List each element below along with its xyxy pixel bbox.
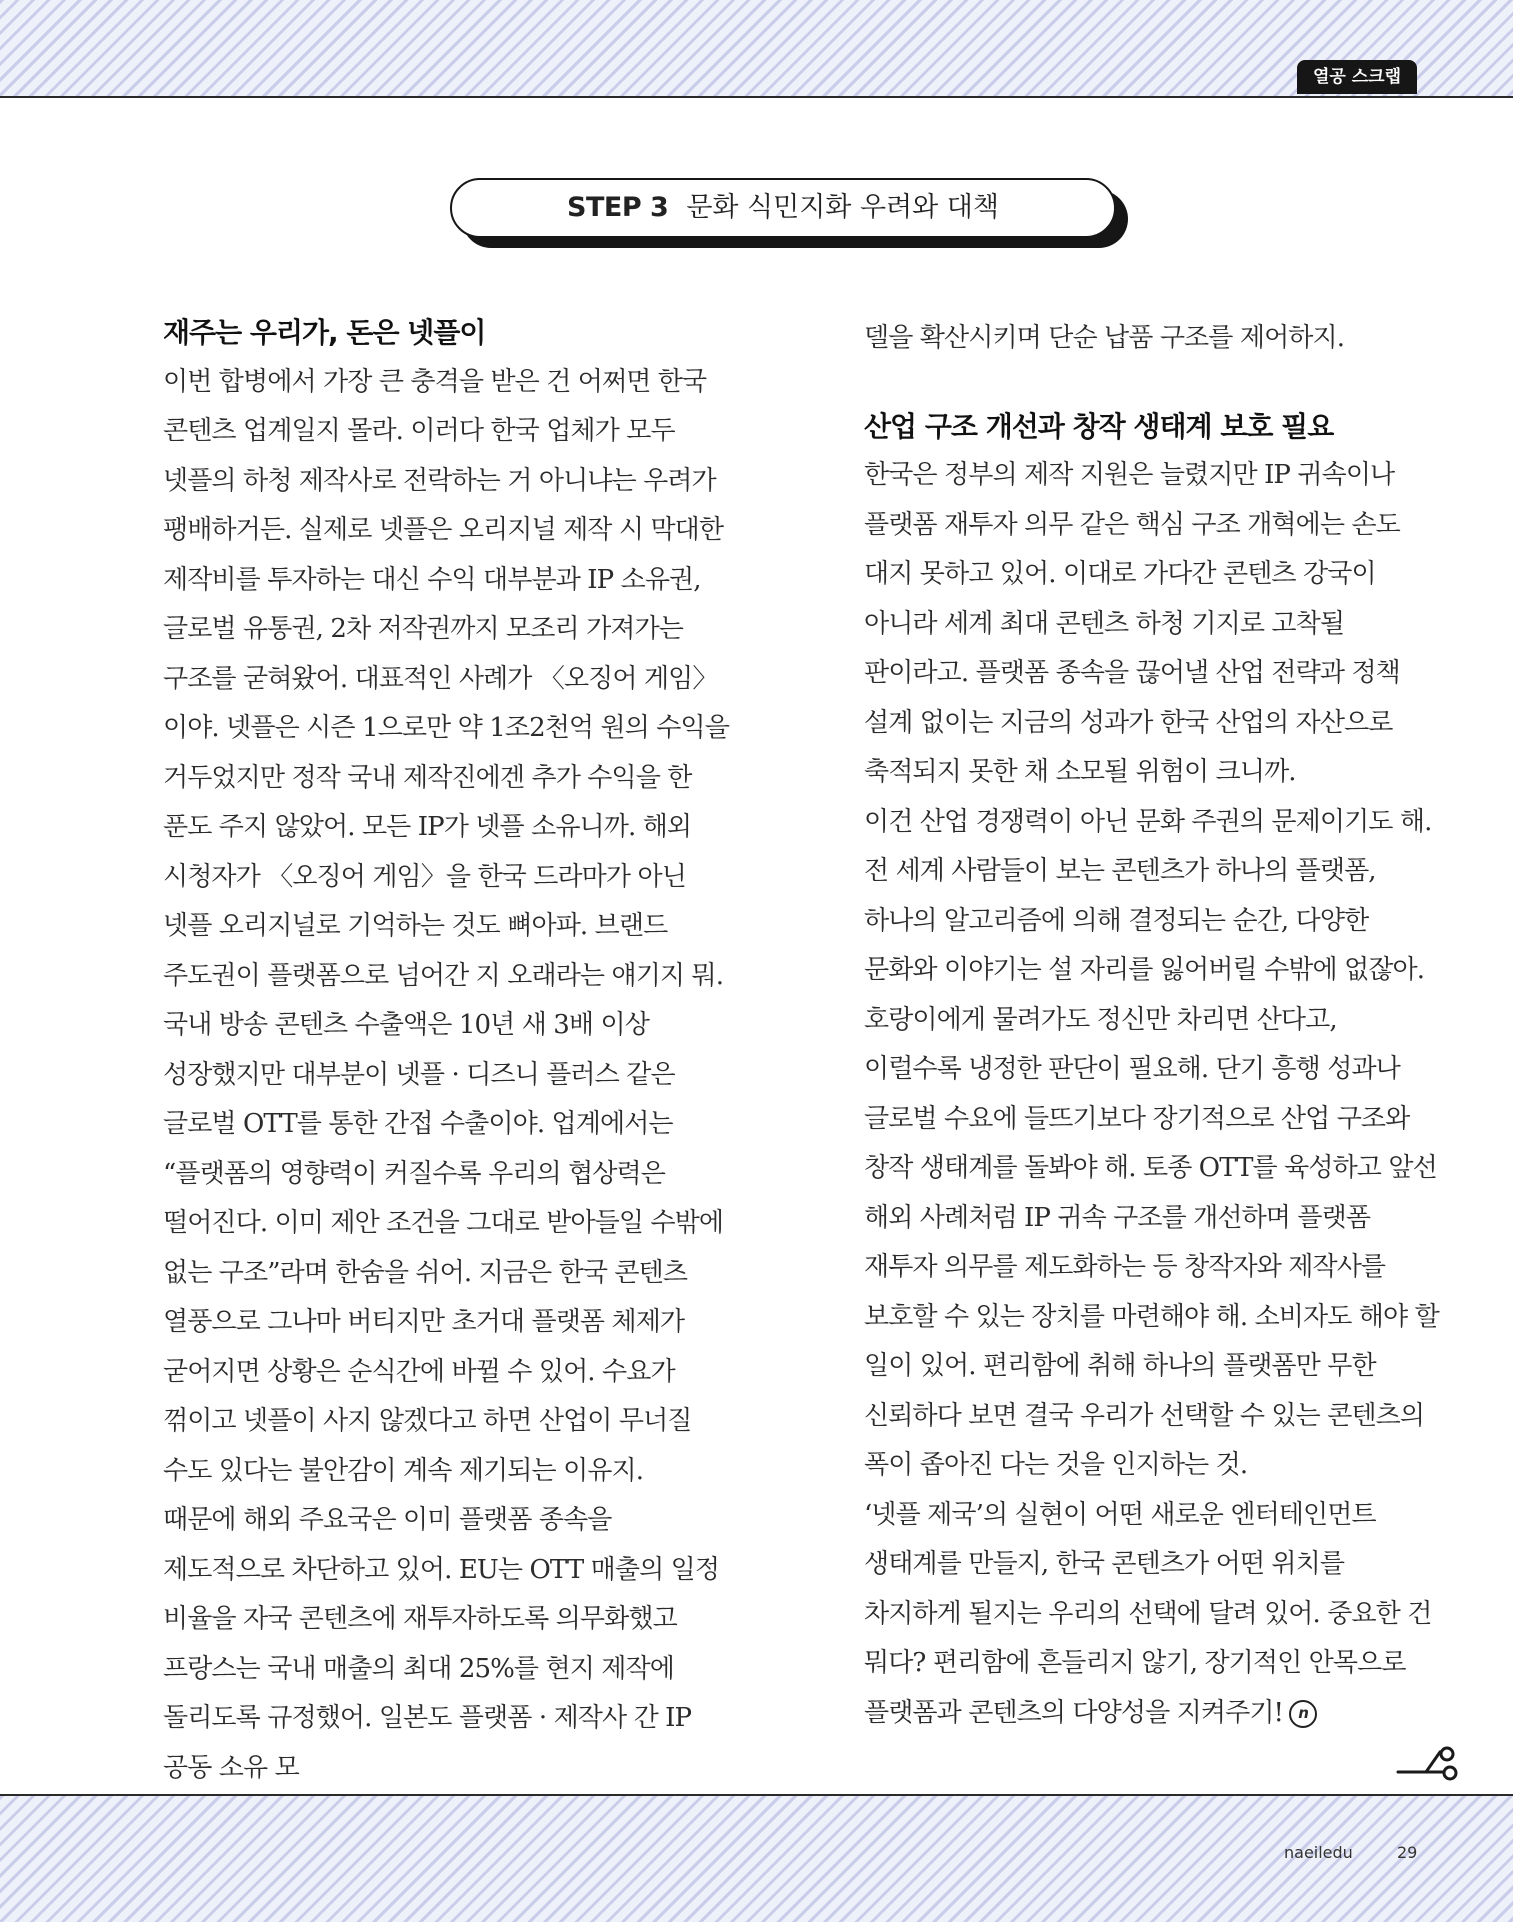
left-paragraph-1: 이번 합병에서 가장 큰 충격을 받은 건 어쩌면 한국 콘텐츠 업계일지 몰라. 이러다 한국 업체가 모두 넷플의 하청 제작사로 전락하는 거 아니냐는 우려가 팽배하거든. 실제로 넷플은 오리지널 제작 시 막대한 제작비를 투자하는 대신 수익 대부분과 IP 소유권, 글로벌 유통권, 2차 저작권까지 모조리 가져가는 구조를 굳혀왔어. 대표적인 사례가 〈오징어 게임〉이야. 넷플은 시즌 1으로만 약 1조2천억 원의 수익을 거두었지만 정작 국내 제작진에겐 추가 수익을 한 푼도 주지 않았어. 모든 IP가 넷플 소유니까. 해외 시청자가 〈오징어 게임〉을 한국 드라마가 아닌 넷플 오리지널로 기억하는 것도 뼈아파. 브랜드 주도권이 플랫폼으로 넘어간 지 오래라는 얘기지 뭐.	[163, 366, 729, 991]
right-paragraph-3-text: ‘넷플 제국’의 실현이 어떤 새로운 엔터테인먼트 생태계를 만들지, 한국 콘텐츠가 어떤 위치를 차지하게 될지는 우리의 선택에 달려 있어. 중요한 건 뭐다? 편리함에 흔들리지 않기, 장기적인 안목으로 플랫폼과 콘텐츠의 다양성을 지켜주기!	[864, 1499, 1432, 1728]
left-paragraph-3: 때문에 해외 주요국은 이미 플랫폼 종속을 제도적으로 차단하고 있어. EU는 OTT 매출의 일정 비율을 자국 콘텐츠에 재투자하도록 의무화했고 프랑스는 국내 매출의 최대 25%를 현지 제작에 돌리도록 규정했어. 일본도 플랫폼 · 제작사 간 IP 공동 소유 모	[163, 1505, 720, 1783]
footer-brand: naeiledu	[1284, 1843, 1353, 1862]
right-column	[864, 314, 1439, 1738]
right-subheading: 산업 구조 개선과 창작 생태계 보호 필요	[864, 409, 1334, 443]
left-subheading: 재주는 우리가, 돈은 넷플이	[163, 316, 486, 349]
page-number: 29	[1397, 1843, 1418, 1862]
left-column	[163, 308, 738, 1793]
end-mark-icon: n	[1289, 1700, 1317, 1728]
top-stripe-band	[0, 0, 1513, 98]
right-paragraph-3	[864, 1491, 1439, 1739]
section-gap	[864, 364, 1439, 402]
step-label: STEP 3	[567, 192, 669, 223]
right-paragraph-1: 한국은 정부의 제작 지원은 늘렸지만 IP 귀속이나 플랫폼 재투자 의무 같은 핵심 구조 개혁에는 손도 대지 못하고 있어. 이대로 가다간 콘텐츠 강국이 아니라 세계 최대 콘텐츠 하청 기지로 고착될 판이라고. 플랫폼 종속을 끊어낼 산업 전략과 정책 설계 없이는 지금의 성과가 한국 산업의 자산으로 축적되지 못한 채 소모될 위험이 크니까.	[864, 460, 1400, 787]
section-tag: 열공 스크랩	[1297, 60, 1417, 94]
scissors-icon	[1396, 1746, 1460, 1786]
right-paragraph-2: 이건 산업 경쟁력이 아닌 문화 주권의 문제이기도 해. 전 세계 사람들이 보는 콘텐츠가 하나의 플랫폼, 하나의 알고리즘에 의해 결정되는 순간, 다양한 문화와 이야기는 설 자리를 잃어버릴 수밖에 없잖아. 호랑이에게 물려가도 정신만 차리면 산다고, 이럴수록 냉정한 판단이 필요해. 단기 흥행 성과나 글로벌 수요에 들뜨기보다 장기적으로 산업 구조와 창작 생태계를 돌봐야 해. 토종 OTT를 육성하고 앞선 해외 사례처럼 IP 귀속 구조를 개선하며 플랫폼 재투자 의무를 제도화하는 등 창작자와 제작사를 보호할 수 있는 장치를 마련해야 해. 소비자도 해야 할 일이 있어. 편리함에 취해 하나의 플랫폼만 무한 신뢰하다 보면 결국 우리가 선택할 수 있는 콘텐츠의 폭이 좁아진 다는 것을 인지하는 것.	[864, 806, 1439, 1480]
left-paragraph-2: 국내 방송 콘텐츠 수출액은 10년 새 3배 이상 성장했지만 대부분이 넷플 · 디즈니 플러스 같은 글로벌 OTT를 통한 간접 수출이야. 업계에서는 “플랫폼의 영향력이 커질수록 우리의 협상력은 떨어진다. 이미 제안 조건을 그대로 받아들일 수밖에 없는 구조”라며 한숨을 쉬어. 지금은 한국 콘텐츠 열풍으로 그나마 버티지만 초거대 플랫폼 체제가 굳어지면 상황은 순식간에 바뀔 수 있어. 수요가 꺾이고 넷플이 사지 않겠다고 하면 산업이 무너질 수도 있다는 불안감이 계속 제기되는 이유지.	[163, 1010, 724, 1486]
step-title: 문화 식민지화 우려와 대책	[686, 192, 999, 223]
right-continuation: 델을 확산시키며 단순 납품 구조를 제어하지.	[864, 323, 1345, 353]
step-banner	[450, 178, 1116, 238]
